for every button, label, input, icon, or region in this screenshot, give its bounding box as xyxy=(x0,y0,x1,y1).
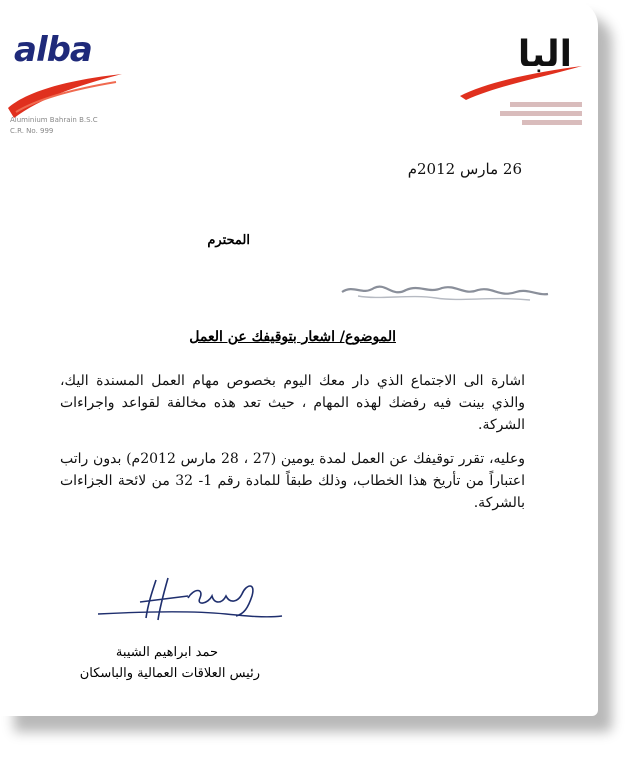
body-paragraph-2: وعليه، تقرر توقيفك عن العمل لمدة يومين (27 ، 28 مارس 2012م) بدون راتب اعتباراً من تأريخ هذا الخطاب، وذلك طبقاً للمادة رقم 1- 32 من لائحة الجزاءات بالشركة. xyxy=(60,451,526,511)
letter-subject: الموضوع/ اشعار بتوقيفك عن العمل xyxy=(189,329,396,345)
company-line: Aluminium Bahrain B.S.C xyxy=(10,116,98,124)
company-details xyxy=(10,115,98,137)
signer-name: حمد ابراهيم الشيبة xyxy=(115,645,218,660)
body-paragraph-1: اشارة الى الاجتماع الذي دار معك اليوم بخصوص مهام العمل المسندة اليك، والذي بينت فيه رفضك لهذه المهام ، حيث تعد هذه مخالفة لقواعد واجراءات الشركة. xyxy=(60,373,525,433)
handwritten-signature xyxy=(96,574,286,638)
redacted-name xyxy=(340,278,550,312)
salutation: المحترم xyxy=(207,233,250,248)
alba-logo-wordmark: alba xyxy=(14,30,92,70)
arabic-logo-wordmark: البا xyxy=(517,34,572,75)
company-line: C.R. No. 999 xyxy=(10,127,54,135)
signer-title: رئيس العلاقات العمالية والباسكان xyxy=(79,666,260,681)
alba-arabic-logo xyxy=(456,20,586,100)
letter-date: 26 مارس 2012م xyxy=(407,160,522,178)
arabic-company-details xyxy=(500,100,582,129)
